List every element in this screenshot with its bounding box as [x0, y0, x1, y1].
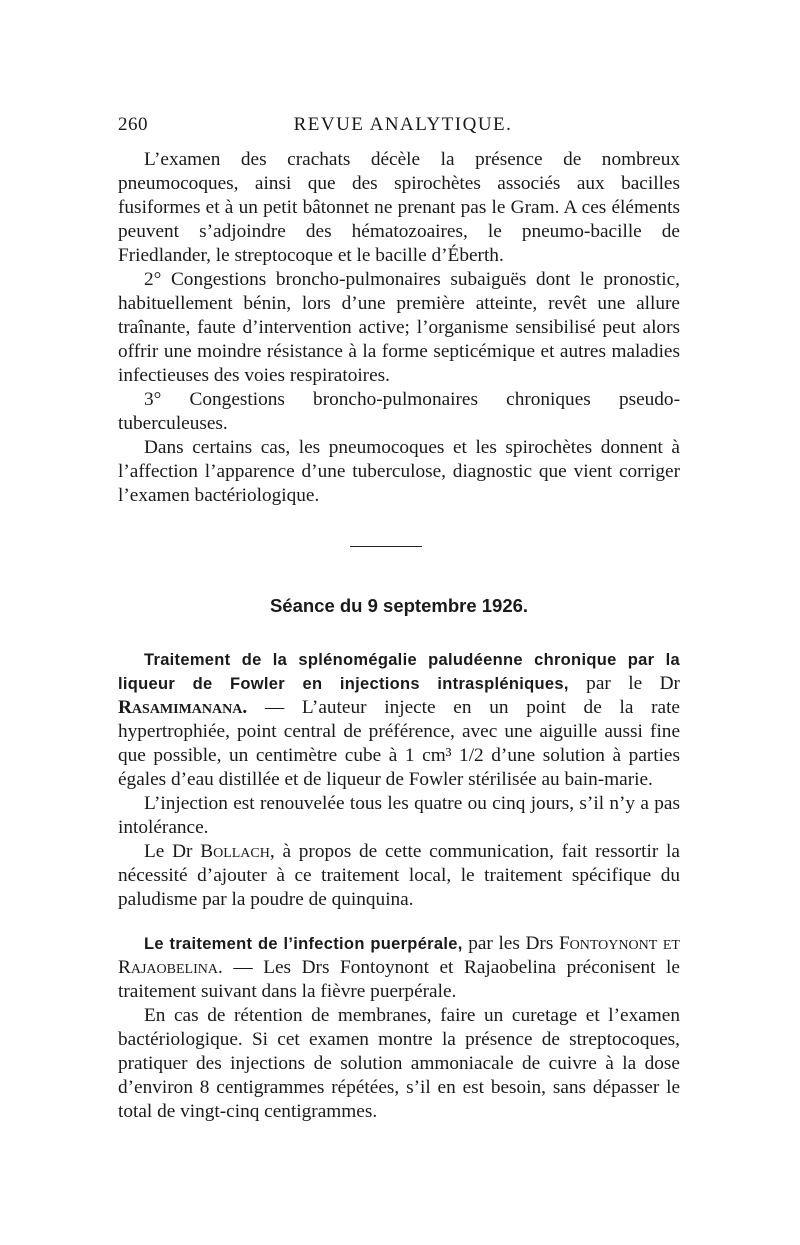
article-1-p3-name: Bollach, [200, 841, 275, 862]
article-2 [118, 932, 680, 1124]
running-head [118, 114, 688, 144]
section-divider [350, 546, 422, 547]
intro-paragraph-2: 2° Congestions broncho-pulmonaires subaiguës dont le pronostic, habituellement bénin, lors d’une première atteinte, revêt une allure traînante, faute d’intervention active; l’organisme sensibilisé peut alors offrir une moindre résistance à la forme septicémique et autres maladies infectieuses des voies respiratoires. [118, 269, 680, 386]
article-2-title: Le traitement de l’infection puerpérale, [144, 935, 463, 953]
intro-section [118, 148, 680, 508]
article-1 [118, 648, 680, 912]
seance-heading: Séance du 9 septembre 1926. [269, 595, 529, 616]
intro-paragraph-3: 3° Congestions broncho-pulmonaires chroniques pseudo-tuberculeuses. [118, 389, 680, 434]
article-1-author: Rasamimanana. [118, 697, 248, 718]
article-2-authors: Fontoynont et Rajaobelina. [118, 933, 680, 978]
article-1-paragraph-2: L’injection est renouvelée tous les quatre ou cinq jours, s’il n’y a pas intolérance. [118, 793, 680, 838]
article-1-paragraph-1 [118, 648, 680, 792]
running-title: REVUE ANALYTIQUE. [293, 114, 513, 135]
intro-paragraph-1: L’examen des crachats décèle la présence de nombreux pneumocoques, ainsi que des spirochètes associés aux bacilles fusiformes et à un petit bâtonnet ne prenant pas le Gram. A ces éléments peuvent s’adjoindre des hématozoaires, le pneumo-bacille de Friedlander, le streptocoque et le bacille d’Éberth. [118, 149, 680, 266]
article-1-author-prefix: Dr [659, 673, 680, 694]
article-2-paragraph-1 [118, 932, 680, 1004]
article-1-text: — L’auteur injecte en un point de la rate hypertrophiée, point central de préférence, avec une aiguille aussi fine que possible, un centimètre cube à 1 cm³ 1/2 d’une solution à parties égales d’eau distillée et de liqueur de Fowler stérilisée au bain-marie. [118, 697, 680, 790]
intro-paragraph-4: Dans certains cas, les pneumocoques et les spirochètes donnent à l’affection l’apparence d’une tuberculose, diagnostic que vient corriger l’examen bactériologique. [118, 437, 680, 506]
page-number: 260 [118, 114, 148, 135]
article-1-by: par le [586, 673, 643, 694]
article-1-p3-prefix: Le Dr [144, 841, 193, 862]
article-1-p3-text: à propos de cette communication, fait ressortir la nécessité d’ajouter à ce traitement local, le traitement spécifique du paludisme par la poudre de quinquina. [118, 841, 680, 910]
article-1-paragraph-3 [118, 840, 680, 912]
article-2-text: — Les Drs Fontoynont et Rajaobelina préconisent le traitement suivant dans la fièvre puerpérale. [118, 957, 680, 1002]
article-1-title: Traitement de la splénomégalie paludéenne chronique par la liqueur de Fowler en injections intraspléniques, [118, 651, 680, 693]
article-2-paragraph-2: En cas de rétention de membranes, faire un curetage et l’examen bactériologique. Si cet examen montre la présence de streptocoques, pratiquer des injections de solution ammoniacale de cuivre à la dose d’environ 8 centigrammes répétées, s’il en est besoin, sans dépasser le total de vingt-cinq centigrammes. [118, 1005, 680, 1122]
article-2-by: par les Drs [468, 933, 554, 954]
